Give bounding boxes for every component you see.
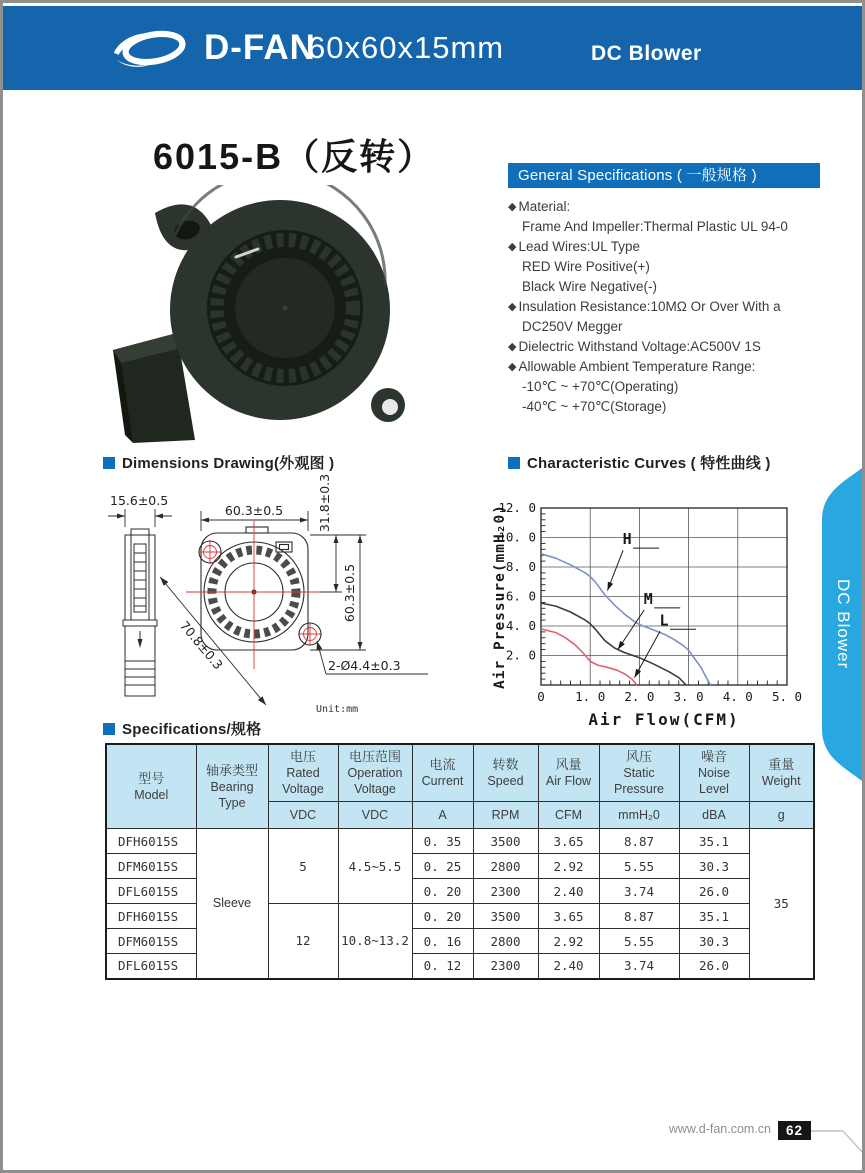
y-tick-label: 12. 0 bbox=[498, 500, 536, 515]
model-cell: DFM6015S bbox=[106, 929, 196, 954]
brand-logo bbox=[108, 23, 316, 73]
noise-cell: 30.3 bbox=[679, 929, 749, 954]
curve-label-L: L bbox=[659, 611, 669, 630]
rated-voltage-cell: 5 bbox=[268, 829, 338, 904]
speed-cell: 2800 bbox=[473, 854, 538, 879]
voltage-range-cell: 4.5~5.5 bbox=[338, 829, 412, 904]
noise-cell: 26.0 bbox=[679, 879, 749, 904]
pressure-cell: 3.74 bbox=[599, 954, 679, 979]
spec-line-text: Lead Wires:UL Type bbox=[518, 239, 641, 254]
curve-label-M: M bbox=[643, 589, 653, 608]
dim-thickness: 15.6±0.5 bbox=[110, 493, 169, 508]
column-header bbox=[599, 744, 679, 802]
column-header-en: Weight bbox=[761, 774, 801, 788]
table-heading-text: Specifications/规格 bbox=[122, 721, 262, 738]
column-unit: RPM bbox=[473, 802, 538, 829]
spec-line bbox=[508, 397, 820, 417]
spec-line bbox=[508, 197, 820, 217]
column-unit: g bbox=[749, 802, 814, 829]
column-header-zh: 型号 bbox=[138, 770, 165, 786]
header-bar bbox=[3, 6, 862, 90]
model-cell: DFH6015S bbox=[106, 904, 196, 929]
size-label: 60x60x15mm bbox=[308, 30, 505, 65]
dim-half-height: 31.8±0.3 bbox=[317, 473, 332, 533]
air-flow-cell: 2.92 bbox=[538, 929, 599, 954]
spec-line bbox=[508, 337, 820, 357]
specifications-table bbox=[105, 743, 815, 980]
noise-cell: 26.0 bbox=[679, 954, 749, 979]
dim-diagonal: 70.8±0.3 bbox=[177, 617, 226, 673]
column-unit: CFM bbox=[538, 802, 599, 829]
diamond-bullet-icon: ◆ bbox=[508, 241, 517, 253]
dim-height: 60.3±0.5 bbox=[342, 563, 357, 623]
column-header-zh: 电流 bbox=[429, 757, 456, 772]
spec-line bbox=[508, 377, 820, 397]
spec-line-text: Frame And Impeller:Thermal Plastic UL 94-0 bbox=[522, 219, 788, 234]
dimensions-drawing bbox=[98, 465, 488, 720]
pressure-cell: 3.74 bbox=[599, 879, 679, 904]
column-header-zh: 电压范围 bbox=[348, 749, 401, 764]
spec-line bbox=[508, 257, 820, 277]
spec-line bbox=[508, 217, 820, 237]
table-section-heading bbox=[103, 718, 261, 739]
curve-L bbox=[541, 629, 637, 685]
y-tick-label: 4. 0 bbox=[505, 618, 536, 633]
weight-cell: 35 bbox=[749, 829, 814, 979]
spec-line-text: Insulation Resistance:10MΩ Or Over With a bbox=[518, 299, 781, 314]
model-cell: DFH6015S bbox=[106, 829, 196, 854]
dim-holes: 2-Ø4.4±0.3 bbox=[328, 658, 401, 673]
speed-cell: 2300 bbox=[473, 879, 538, 904]
y-axis-label: Air Pressure(mmH₂0) bbox=[492, 504, 508, 689]
dc-blower-side-tab bbox=[822, 468, 862, 781]
y-tick-label: 10. 0 bbox=[498, 529, 536, 545]
side-tab-label: DC Blower bbox=[834, 579, 853, 670]
curve-label-H: H bbox=[622, 530, 632, 549]
column-header-en: Air Flow bbox=[545, 774, 592, 788]
spec-line bbox=[508, 237, 820, 257]
y-tick-label: 6. 0 bbox=[505, 588, 536, 604]
section-bullet-icon bbox=[103, 723, 115, 735]
diamond-bullet-icon: ◆ bbox=[508, 201, 517, 213]
model-cell: DFL6015S bbox=[106, 954, 196, 979]
model-cell: DFM6015S bbox=[106, 854, 196, 879]
x-tick-label: 2. 0 bbox=[624, 689, 655, 704]
speed-cell: 3500 bbox=[473, 829, 538, 854]
current-cell: 0. 20 bbox=[412, 904, 473, 929]
product-photo bbox=[95, 185, 415, 447]
current-cell: 0. 35 bbox=[412, 829, 473, 854]
dimensions-heading-text: Dimensions Drawing(外观图 ) bbox=[122, 455, 335, 472]
spec-line bbox=[508, 317, 820, 337]
column-unit: dBA bbox=[679, 802, 749, 829]
spec-line-text: -10℃ ~ +70℃(Operating) bbox=[522, 379, 679, 394]
arrowhead bbox=[618, 641, 625, 650]
column-header-en: Rated Voltage bbox=[282, 766, 324, 796]
general-specifications-list bbox=[508, 197, 820, 417]
air-flow-cell: 3.65 bbox=[538, 904, 599, 929]
air-flow-cell: 3.65 bbox=[538, 829, 599, 854]
spec-line-text: Material: bbox=[518, 199, 571, 214]
page-title: 6015-B（反转） bbox=[153, 136, 436, 177]
pressure-cell: 5.55 bbox=[599, 854, 679, 879]
column-header bbox=[338, 744, 412, 802]
column-header-zh: 转数 bbox=[492, 757, 519, 772]
table-row bbox=[106, 829, 814, 854]
table-header-row bbox=[106, 744, 814, 802]
column-header-zh: 重量 bbox=[768, 757, 795, 772]
y-tick-label: 2. 0 bbox=[505, 647, 536, 663]
general-specifications-heading: General Specifications ( 一般规格 ) bbox=[508, 163, 820, 188]
speed-cell: 2800 bbox=[473, 929, 538, 954]
column-unit: VDC bbox=[338, 802, 412, 829]
diamond-bullet-icon: ◆ bbox=[508, 301, 517, 313]
spec-line-text: RED Wire Positive(+) bbox=[522, 259, 650, 274]
diamond-bullet-icon: ◆ bbox=[508, 361, 517, 373]
column-header-zh: 噪音 bbox=[700, 749, 727, 764]
column-header-en: Speed bbox=[487, 774, 524, 788]
dfan-logo-icon bbox=[108, 23, 200, 73]
column-header-en: Static Pressure bbox=[613, 766, 665, 796]
column-header-en: Model bbox=[134, 787, 169, 802]
x-tick-label: 1. 0 bbox=[575, 689, 606, 704]
spec-line bbox=[508, 277, 820, 297]
pressure-cell: 8.87 bbox=[599, 829, 679, 854]
current-cell: 0. 16 bbox=[412, 929, 473, 954]
current-cell: 0. 20 bbox=[412, 879, 473, 904]
x-tick-label: 4. 0 bbox=[722, 689, 753, 704]
column-header bbox=[268, 744, 338, 802]
air-flow-cell: 2.40 bbox=[538, 879, 599, 904]
air-flow-cell: 2.40 bbox=[538, 954, 599, 979]
arrowhead bbox=[607, 582, 613, 591]
noise-cell: 35.1 bbox=[679, 829, 749, 854]
column-header bbox=[679, 744, 749, 802]
column-header-en: Current bbox=[421, 774, 464, 788]
column-header bbox=[106, 744, 196, 829]
brand-name: D-FAN bbox=[204, 28, 316, 67]
column-header bbox=[196, 744, 268, 829]
curve-H bbox=[541, 554, 711, 685]
column-header-en: Operation Voltage bbox=[347, 766, 403, 796]
column-header bbox=[538, 744, 599, 802]
spec-line bbox=[508, 297, 820, 317]
speed-cell: 2300 bbox=[473, 954, 538, 979]
column-header bbox=[473, 744, 538, 802]
page-number-badge: 62 bbox=[778, 1121, 811, 1140]
arrowhead bbox=[635, 669, 642, 678]
spec-line-text: Black Wire Negative(-) bbox=[522, 279, 658, 294]
pressure-cell: 5.55 bbox=[599, 929, 679, 954]
voltage-range-cell: 10.8~13.2 bbox=[338, 904, 412, 979]
column-unit: mmH₂0 bbox=[599, 802, 679, 829]
spec-line-text: -40℃ ~ +70℃(Storage) bbox=[522, 399, 667, 414]
spec-line-text: Dielectric Withstand Voltage:AC500V 1S bbox=[518, 339, 761, 354]
diamond-bullet-icon: ◆ bbox=[508, 341, 517, 353]
air-flow-cell: 2.92 bbox=[538, 854, 599, 879]
column-header bbox=[412, 744, 473, 802]
product-category-label: DC Blower bbox=[591, 42, 702, 65]
specifications-table-wrap bbox=[105, 743, 815, 980]
current-cell: 0. 25 bbox=[412, 854, 473, 879]
spec-line-text: Allowable Ambient Temperature Range: bbox=[518, 359, 756, 374]
column-unit: VDC bbox=[268, 802, 338, 829]
speed-cell: 3500 bbox=[473, 904, 538, 929]
current-cell: 0. 12 bbox=[412, 954, 473, 979]
general-specifications-section bbox=[508, 163, 820, 417]
curves-heading-text: Characteristic Curves ( 特性曲线 ) bbox=[527, 455, 771, 472]
x-axis-label: Air Flow(CFM) bbox=[588, 710, 740, 729]
column-unit: A bbox=[412, 802, 473, 829]
column-header-zh: 风压 bbox=[625, 749, 652, 764]
characteristic-curves-chart bbox=[491, 463, 813, 735]
pressure-cell: 8.87 bbox=[599, 904, 679, 929]
x-tick-label: 3. 0 bbox=[673, 689, 704, 704]
y-tick-label: 8. 0 bbox=[505, 559, 536, 574]
spec-line-text: DC250V Megger bbox=[522, 319, 623, 334]
bearing-cell: Sleeve bbox=[196, 829, 268, 979]
column-header-en: Noise Level bbox=[698, 766, 730, 796]
footer-website: www.d-fan.com.cn bbox=[668, 1122, 771, 1136]
dim-width: 60.3±0.5 bbox=[224, 503, 284, 518]
noise-cell: 35.1 bbox=[679, 904, 749, 929]
column-header-zh: 电压 bbox=[289, 749, 316, 764]
rated-voltage-cell: 12 bbox=[268, 904, 338, 979]
x-tick-label: 0 bbox=[537, 689, 545, 704]
column-header-en: Bearing Type bbox=[210, 779, 254, 810]
column-header bbox=[749, 744, 814, 802]
model-cell: DFL6015S bbox=[106, 879, 196, 904]
spec-line bbox=[508, 357, 820, 377]
noise-cell: 30.3 bbox=[679, 854, 749, 879]
footer-corner-lines bbox=[809, 1119, 863, 1171]
x-tick-label: 5. 0 bbox=[771, 689, 803, 704]
column-header-zh: 风量 bbox=[555, 757, 582, 772]
dim-unit: Unit:mm bbox=[316, 704, 359, 715]
column-header-zh: 轴承类型 bbox=[205, 762, 258, 778]
